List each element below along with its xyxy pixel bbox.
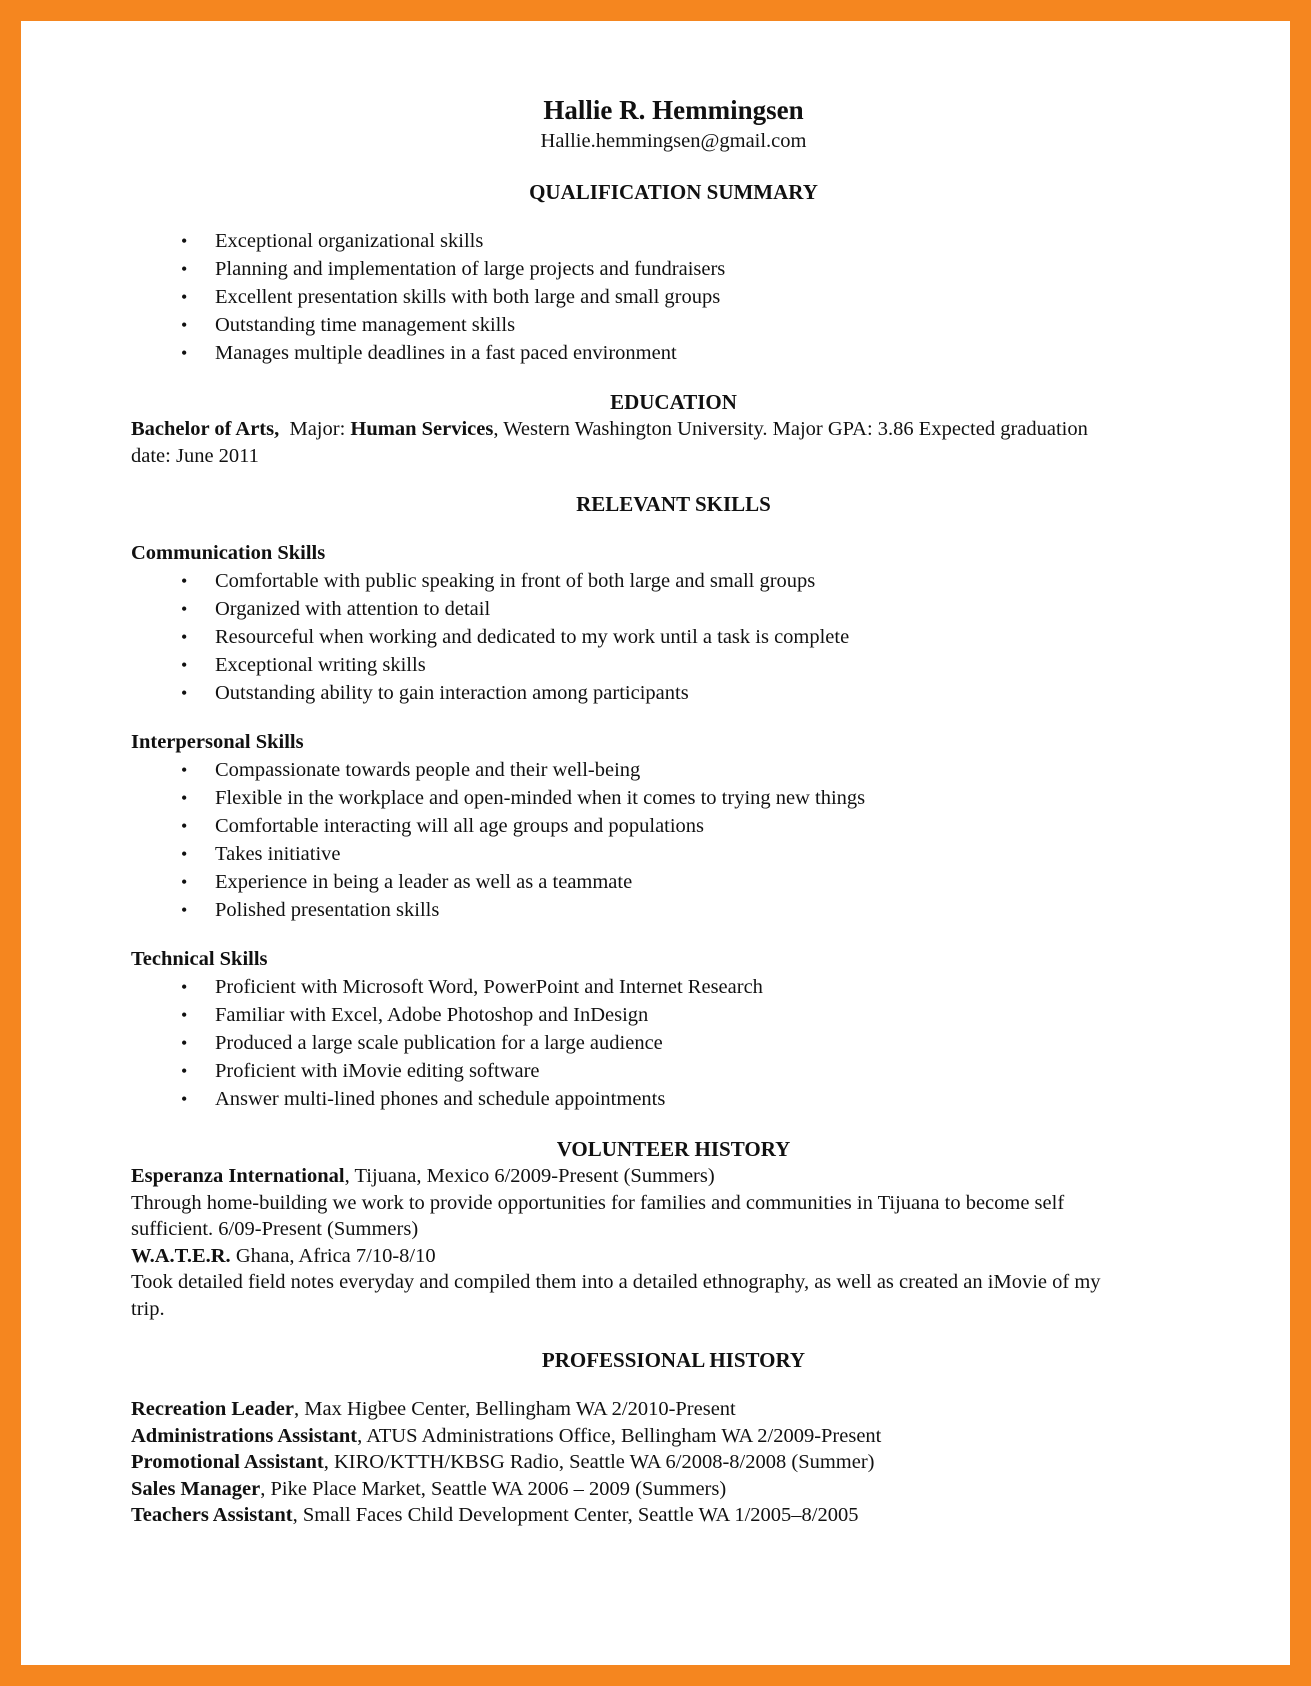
interpersonal-skills-list: [131, 756, 1216, 924]
list-item: • Exceptional organizational skills: [131, 227, 1216, 255]
job-detail: , Small Faces Child Development Center, Seattle WA 1/2005–8/2005: [292, 1504, 859, 1526]
job-detail: , Pike Place Market, Seattle WA 2006 – 2009 (Summers): [260, 1477, 727, 1500]
education-entry: [131, 416, 1216, 469]
list-item: • Flexible in the workplace and open-minded when it comes to trying new things: [131, 784, 1216, 812]
professional-history-list: [131, 1396, 1216, 1529]
organization-meta: Ghana, Africa 7/10-8/10: [230, 1244, 436, 1267]
job-title: Sales Manager: [131, 1477, 261, 1500]
organization-name: Esperanza International: [131, 1165, 345, 1187]
list-item: • Compassionate towards people and their well-being: [131, 756, 1216, 784]
list-item: • Excellent presentation skills with both large and small groups: [131, 283, 1216, 311]
qualification-summary-title: QUALIFICATION SUMMARY: [529, 180, 818, 204]
list-item: • Manages multiple deadlines in a fast paced environment: [131, 339, 1216, 367]
volunteer-history-title: VOLUNTEER HISTORY: [556, 1137, 791, 1161]
job-entry: [131, 1396, 1216, 1423]
volunteer-description: trip.: [131, 1297, 165, 1320]
organization-name: W.A.T.E.R.: [131, 1244, 231, 1267]
job-detail: , Max Higbee Center, Bellingham WA 2/2010-Present: [294, 1398, 736, 1420]
list-item: • Answer multi-lined phones and schedule appointments: [131, 1085, 1216, 1113]
list-item: • Outstanding ability to gain interaction among participants: [131, 679, 1216, 707]
list-item: • Organized with attention to detail: [131, 595, 1216, 623]
job-detail: , ATUS Administrations Office, Bellingham WA 2/2009-Present: [357, 1424, 882, 1447]
job-entry: [131, 1476, 1216, 1503]
major-label: Major:: [289, 418, 346, 440]
communication-skills-heading: Communication Skills: [131, 542, 326, 564]
organization-meta: , Tijuana, Mexico 6/2009-Present (Summers): [344, 1165, 715, 1187]
job-entry: [131, 1423, 1216, 1450]
resume-document: [131, 92, 1216, 1529]
volunteer-description: Took detailed field notes everyday and compiled them into a detailed ethnography, as well as created an iMovie of my: [131, 1271, 1101, 1293]
volunteer-entry: [131, 1243, 1216, 1323]
job-entry: [131, 1502, 1216, 1529]
interpersonal-skills-heading: Interpersonal Skills: [131, 731, 304, 753]
list-item: • Familiar with Excel, Adobe Photoshop and InDesign: [131, 1001, 1216, 1029]
job-detail: , KIRO/KTTH/KBSG Radio, Seattle WA 6/2008-8/2008 (Summer): [323, 1451, 875, 1473]
job-title: Promotional Assistant: [131, 1451, 324, 1473]
candidate-name: Hallie R. Hemmingsen: [543, 95, 804, 125]
list-item: • Proficient with Microsoft Word, PowerPoint and Internet Research: [131, 973, 1216, 1001]
list-item: • Comfortable interacting will all age groups and populations: [131, 812, 1216, 840]
degree: Bachelor of Arts,: [131, 418, 280, 440]
technical-skills-heading: Technical Skills: [131, 948, 268, 970]
education-details: , Western Washington University. Major GPA: 3.86 Expected graduation: [493, 418, 1088, 440]
major: Human Services: [350, 418, 494, 440]
qualification-list: [131, 227, 1216, 367]
list-item: • Takes initiative: [131, 840, 1216, 868]
list-item: • Experience in being a leader as well as a teammate: [131, 868, 1216, 896]
list-item: • Planning and implementation of large projects and fundraisers: [131, 255, 1216, 283]
list-item: • Outstanding time management skills: [131, 311, 1216, 339]
list-item: • Comfortable with public speaking in front of both large and small groups: [131, 567, 1216, 595]
list-item: • Proficient with iMovie editing software: [131, 1057, 1216, 1085]
graduation-date: date: June 2011: [131, 444, 259, 467]
list-item: • Exceptional writing skills: [131, 651, 1216, 679]
candidate-email: Hallie.hemmingsen@gmail.com: [540, 130, 807, 152]
volunteer-description: Through home-building we work to provide opportunities for families and communities in Tijuana to become self: [131, 1191, 1065, 1214]
job-title: Teachers Assistant: [131, 1504, 293, 1526]
list-item: • Polished presentation skills: [131, 896, 1216, 924]
job-entry: [131, 1449, 1216, 1476]
education-title: EDUCATION: [610, 390, 737, 414]
volunteer-description: sufficient. 6/09-Present (Summers): [131, 1218, 419, 1240]
volunteer-entry: [131, 1163, 1216, 1243]
relevant-skills-title: RELEVANT SKILLS: [576, 492, 771, 516]
job-title: Administrations Assistant: [131, 1424, 358, 1447]
technical-skills-list: [131, 973, 1216, 1113]
list-item: • Resourceful when working and dedicated to my work until a task is complete: [131, 623, 1216, 651]
professional-history-title: PROFESSIONAL HISTORY: [541, 1348, 806, 1372]
job-title: Recreation Leader: [131, 1398, 294, 1420]
list-item: • Produced a large scale publication for a large audience: [131, 1029, 1216, 1057]
communication-skills-list: [131, 567, 1216, 707]
